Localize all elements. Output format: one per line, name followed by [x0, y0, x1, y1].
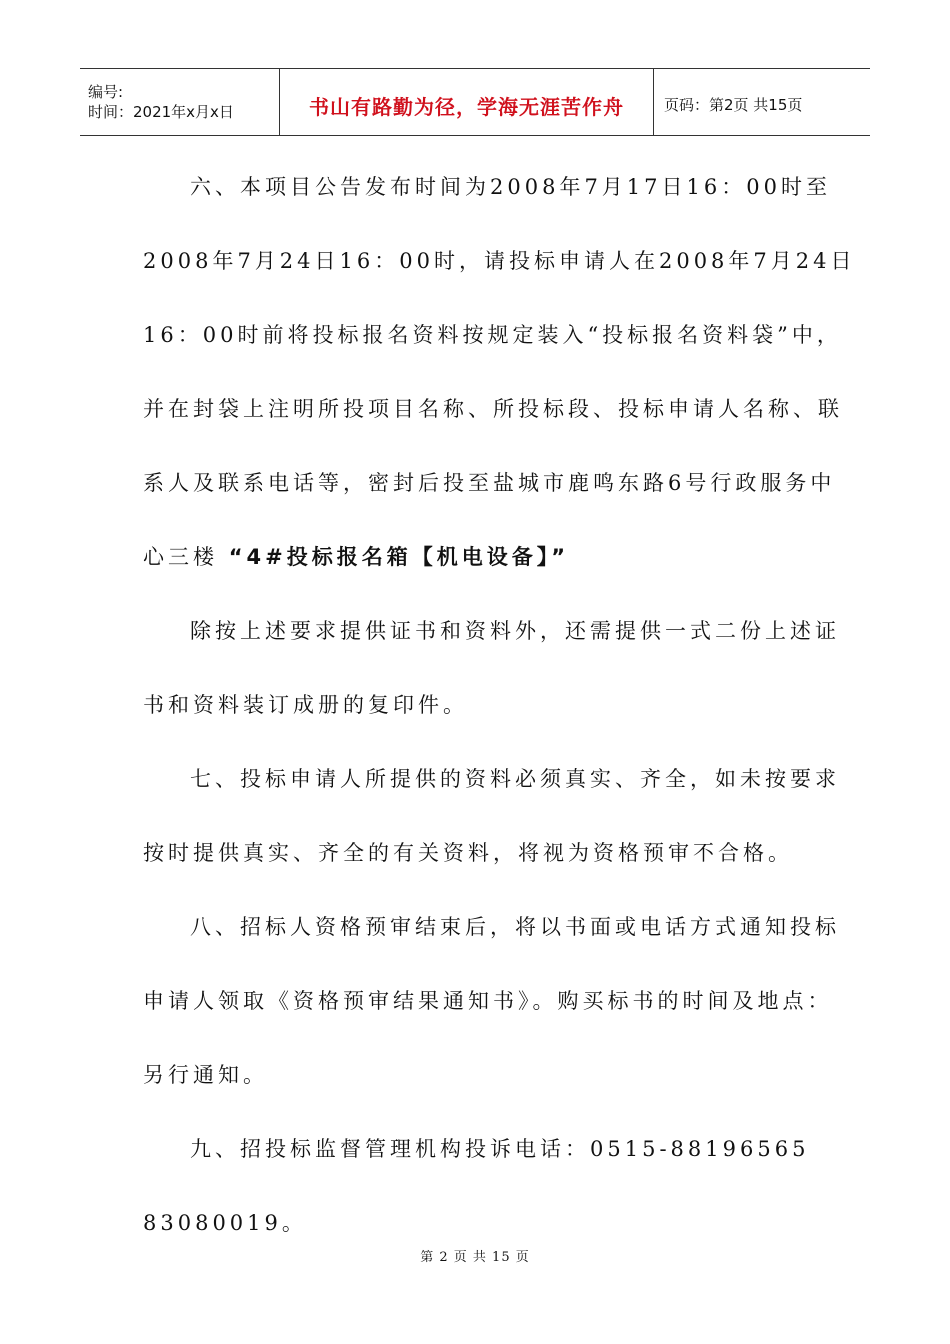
- paragraph-line-mixed: [143, 530, 808, 604]
- paragraph-line: 并在封袋上注明所投项目名称、所投标段、投标申请人名称、联: [143, 397, 843, 421]
- paragraph-line: 按时提供真实、齐全的有关资料，将视为资格预审不合格。: [143, 841, 793, 865]
- paragraph-line: 九、招投标监督管理机构投诉电话：0515-88196565: [190, 1137, 810, 1161]
- paragraph-line: 系人及联系电话等，密封后投至盐城市鹿鸣东路6号行政服务中: [143, 471, 836, 495]
- paragraph-line: 另行通知。: [143, 1063, 268, 1087]
- line-prefix: 心三楼: [143, 545, 229, 569]
- paragraph-line: 六、本项目公告发布时间为2008年7月17日16：00时至: [190, 175, 831, 199]
- paragraph-line: 16：00时前将投标报名资料按规定装入“投标报名资料袋”中，: [143, 323, 842, 347]
- paragraph-line: 申请人领取《资格预审结果通知书》。购买标书的时间及地点：: [143, 989, 833, 1013]
- page-footer: 第 2 页 共 15 页: [420, 1250, 530, 1265]
- paragraph-line: 七、投标申请人所提供的资料必须真实、齐全，如未按要求: [190, 767, 840, 791]
- document-number-label: 编号:: [88, 83, 124, 101]
- document-date: 时间：2021年x月x日: [88, 103, 234, 121]
- bold-box-label: “4#投标报名箱【机电设备】”: [228, 545, 569, 569]
- paragraph-line: 除按上述要求提供证书和资料外，还需提供一式二份上述证: [190, 619, 840, 643]
- paragraph-line: 83080019。: [143, 1211, 307, 1235]
- page-header: [80, 68, 870, 136]
- header-motto: 书山有路勤为径，学海无涯苦作舟: [280, 69, 654, 135]
- header-meta: [80, 69, 280, 135]
- paragraph-line: 八、招标人资格预审结束后，将以书面或电话方式通知投标: [190, 915, 840, 939]
- paragraph-line: 2008年7月24日16：00时，请投标申请人在2008年7月24日: [143, 249, 856, 273]
- paragraph-line: 书和资料装订成册的复印件。: [143, 693, 468, 717]
- header-page-indicator: 页码：第2页 共15页: [664, 95, 803, 114]
- document-body: [143, 160, 856, 1270]
